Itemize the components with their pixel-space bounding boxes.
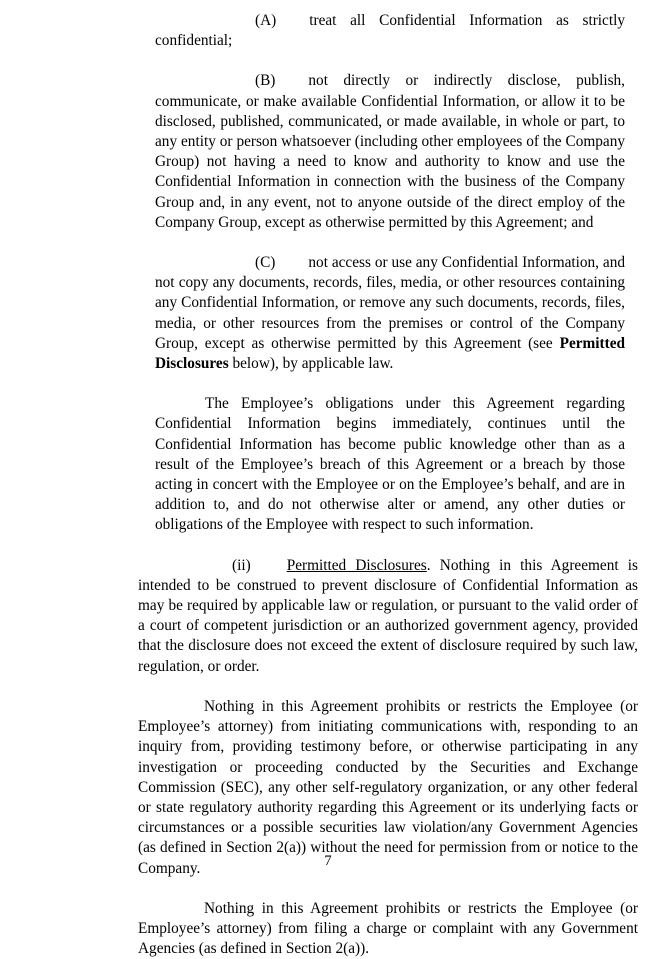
clause-c-paragraph — [155, 253, 625, 374]
clause-c-marker: (C) — [255, 254, 276, 272]
clause-ii-text: . Nothing in this Agreement is intended to be construed to prevent disclosure of Confidential Information as may be required by applicable law or regulation, or pursuant to the valid order of a court of competent jurisdiction or an authorized government agency, provided that the disclosure does not exceed the extent of disclosure required by such law, regulation, or order. — [138, 556, 638, 675]
top-spacer — [0, 0, 656, 11]
clause-a-paragraph — [155, 11, 625, 51]
spacer-after-clause-b — [0, 233, 656, 253]
clause-b-marker: (B) — [255, 72, 276, 90]
obligations-paragraph — [155, 394, 625, 535]
permitted-disclosures-heading: Permitted Disclosures — [286, 556, 427, 574]
sec-disclosure-text: Nothing in this Agreement prohibits or restricts the Employee (or Employee’s attorney) from initiating communications with, responding to an inquiry from, providing testimony before, or otherwise participating in any investigation or proceeding conducted by the Securities and Exchange Commission (SEC), any other self-regulatory organization, or any other federal or state regulatory authority regarding this Agreement or its underlying facts or circumstances or a possible securities law violation/any Government Agencies (as defined in Section 2(a)) without the need for permission from or notice to the Company. — [138, 697, 638, 877]
clause-b-text: not directly or indirectly disclose, publish, communicate, or make available Confidential Information, or allow it to be disclosed, published, communicated, or made available, in whole or part, to any entity or person whatsoever (including other employees of the Company Group) not having a need to know and authority to know and use the Confidential Information in connection with the business of the Company Group and, in any event, not to anyone outside of the direct employ of the Company Group, except as otherwise permitted by this Agreement; and — [155, 72, 625, 231]
spacer-after-clause-ii — [0, 677, 656, 697]
clause-a-text: treat all Confidential Information as strictly confidential; — [155, 12, 625, 50]
page-number: 7 — [324, 853, 332, 869]
clause-ii-paragraph — [138, 556, 638, 677]
spacer-after-clause-c — [0, 374, 656, 394]
spacer-after-clause-a — [0, 51, 656, 71]
charge-complaint-text: Nothing in this Agreement prohibits or restricts the Employee (or Employee’s attorney) from filing a charge or complaint with any Government Agencies (as defined in Section 2(a)). — [138, 899, 638, 958]
clause-ii-marker: (ii) — [232, 556, 251, 574]
charge-complaint-paragraph — [138, 899, 638, 959]
clause-a-marker: (A) — [255, 12, 277, 29]
clause-c-text-before: not access or use any Confidential Information, and not copy any documents, records, files, media, or other resources containing any Confidential Information, or remove any such documents, records, files, media, or other resources from the premises or control of the Company Group, except as otherwise permitted by this Agreement (see — [155, 254, 625, 352]
clause-c-text-after: below), by applicable law. — [228, 355, 394, 373]
permitted-disclosures-reference: Permitted Disclosures — [155, 334, 625, 373]
spacer-after-obligations — [0, 536, 656, 556]
clause-b-paragraph — [155, 71, 625, 233]
obligations-text: The Employee’s obligations under this Agreement regarding Confidential Information begins immediately, continues until the Confidential Information has become public knowledge other than as a result of the Employee’s breach of this Agreement or a breach by those acting in concert with the Employee or on the Employee’s behalf, and are in addition to, and do not otherwise alter or amend, any other duties or obligations of the Employee with respect to such information. — [155, 395, 625, 534]
